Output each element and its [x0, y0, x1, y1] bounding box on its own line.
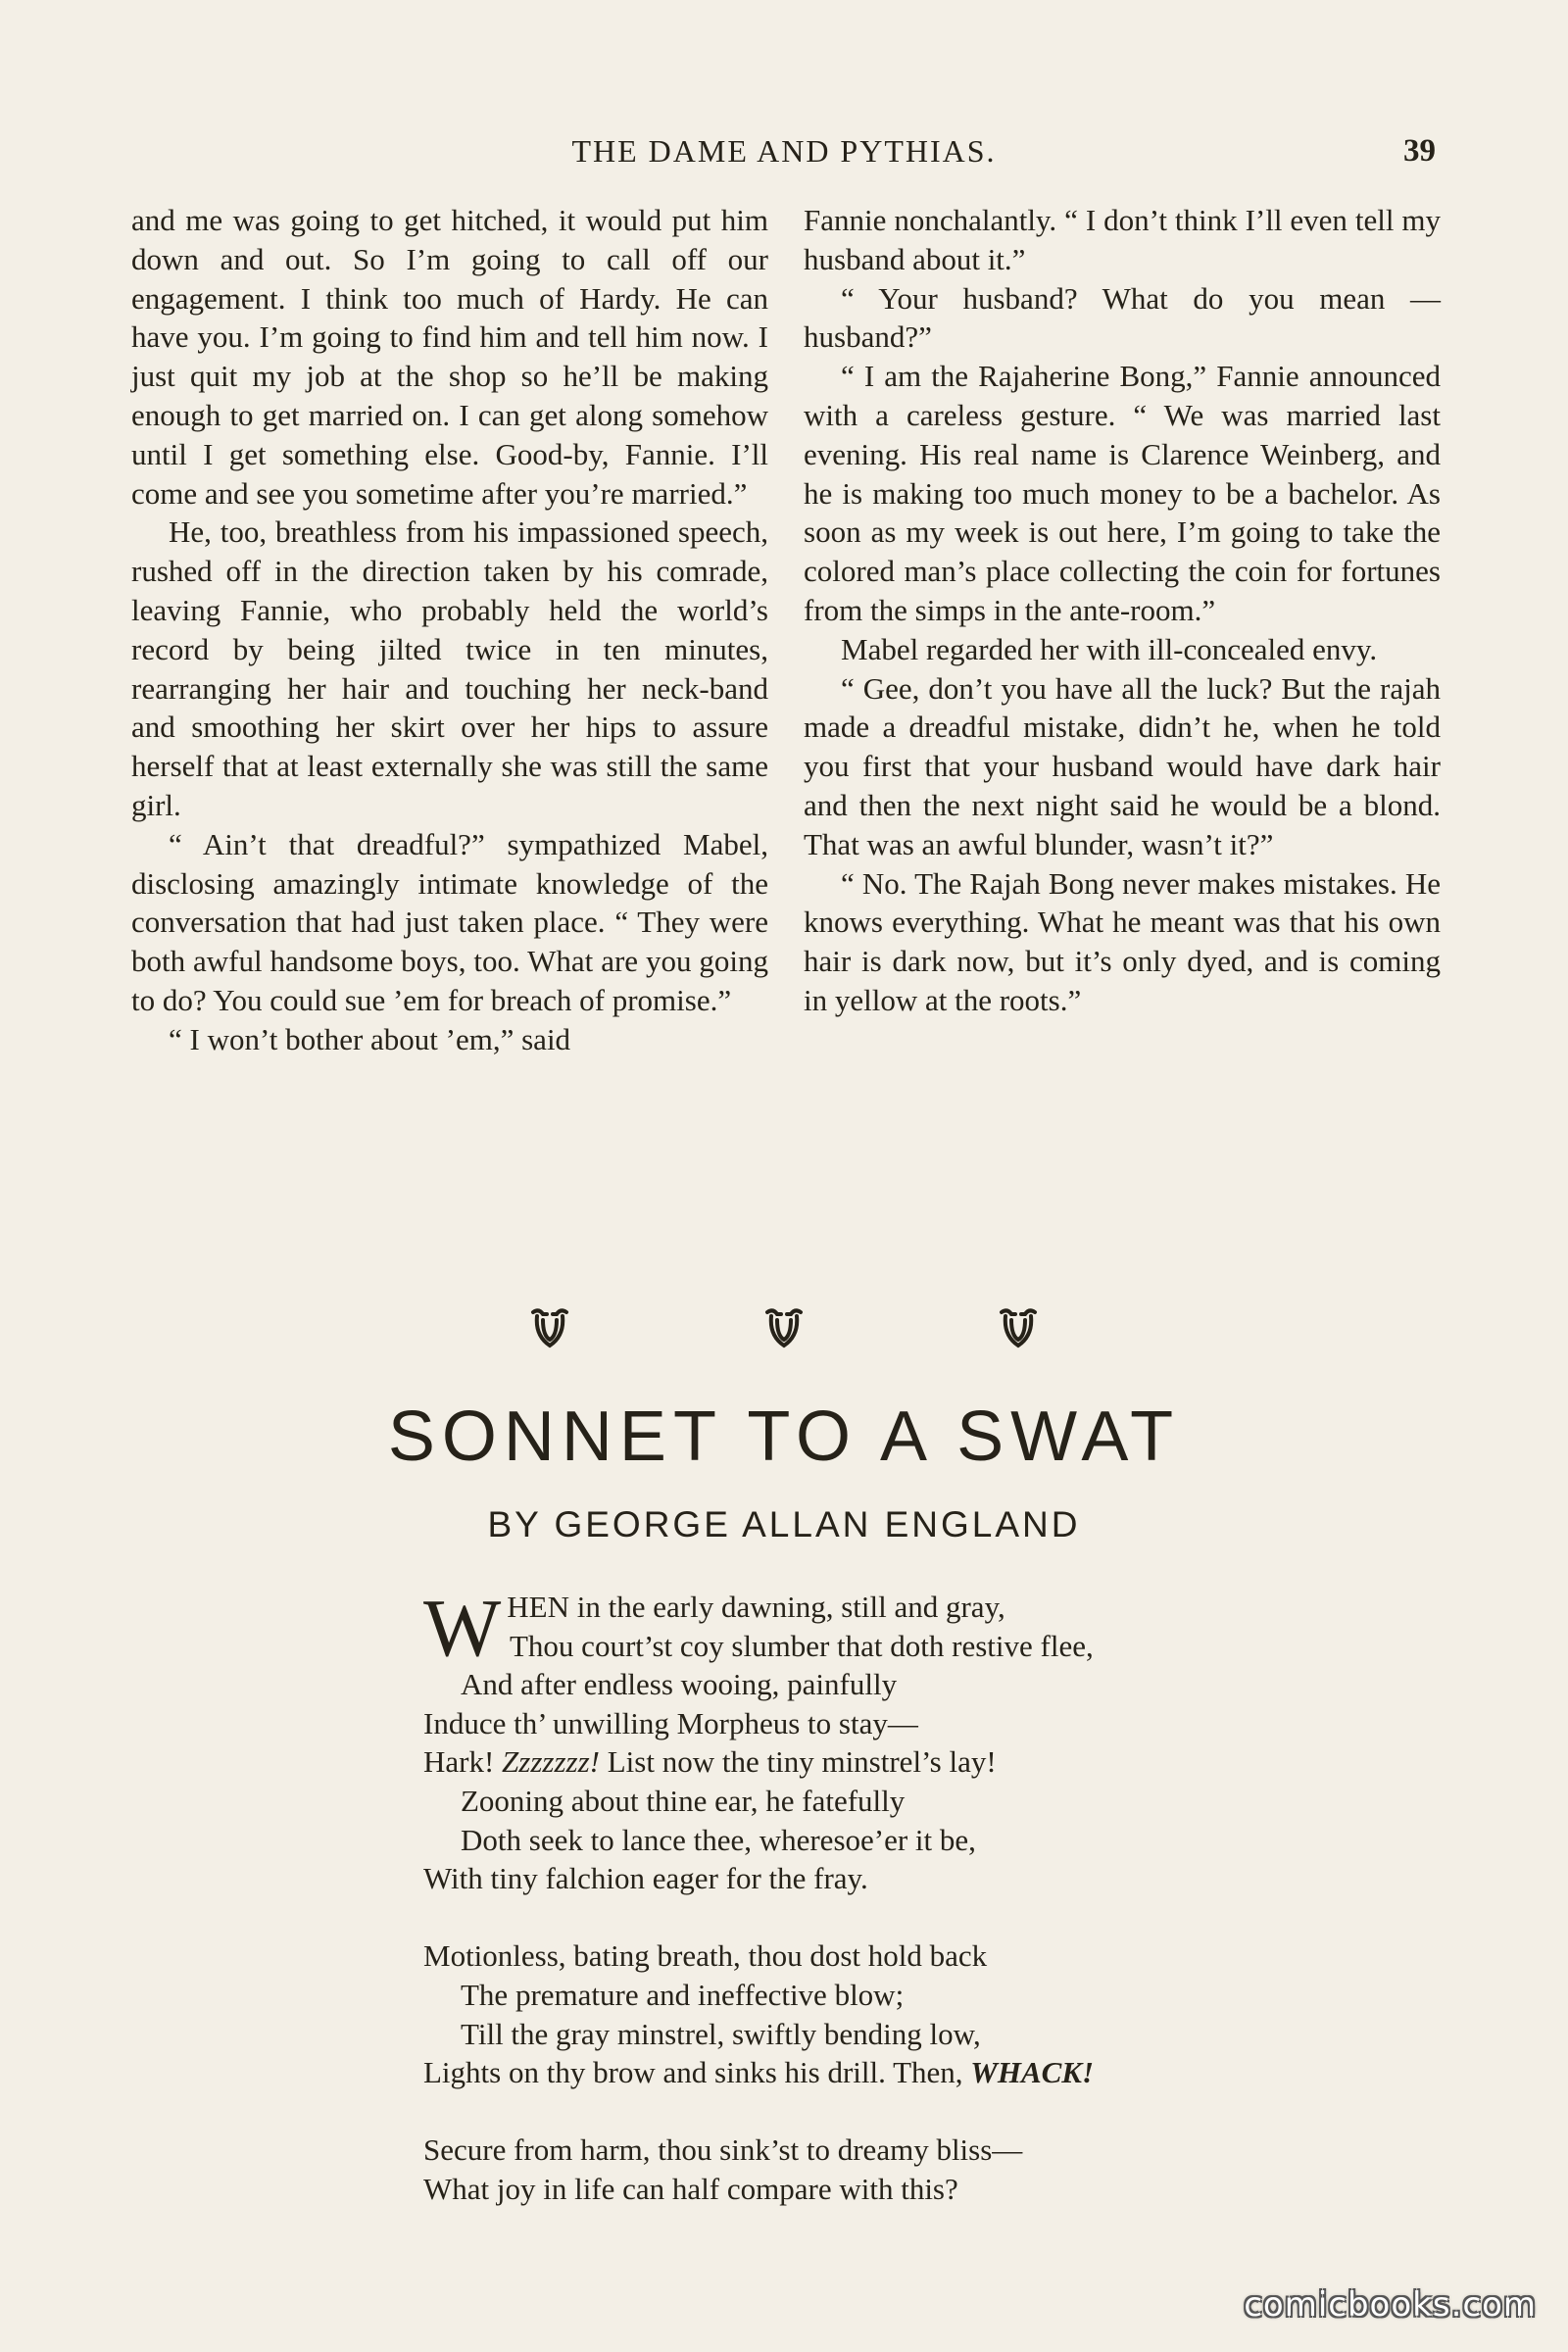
- story-paragraph: “ I am the Rajaherine Bong,” Fannie announced with a careless gesture. “ We was married last evening. His real name is Clarence Weinberg, and he is making too much money to be a bachelor. As soon as my week is out here, I’m going to take the colored man’s place collecting the coin for fortunes from the simps in the ante-room.”: [804, 359, 1441, 627]
- poem-line: Secure from harm, thou sink’st to dreamy bliss—: [423, 2132, 1023, 2168]
- poem-line-end: List now the tiny minstrel’s lay!: [600, 1744, 997, 1780]
- poem-line: What joy in life can half compare with this?: [423, 2171, 958, 2206]
- running-head: [132, 129, 1436, 178]
- poem-line: Induce th’ unwilling Morpheus to stay—: [423, 1705, 918, 1740]
- drop-cap: W: [423, 1583, 502, 1674]
- section-break-ornaments: [529, 1306, 1039, 1355]
- poem-line: Thou court’st coy slumber that doth restive flee,: [510, 1628, 1094, 1663]
- poem-line: Motionless, bating breath, thou dost hold back: [423, 1938, 988, 1974]
- right-column: [804, 201, 1441, 1020]
- story-paragraph: “ I won’t bother about ’em,” said: [169, 1021, 571, 1056]
- story-columns: [131, 201, 1441, 1269]
- poem-line-start: Lights on thy brow and sinks his drill. Then,: [423, 2055, 971, 2090]
- poem-line: [423, 2053, 1345, 2092]
- fleuron-ornament-icon: [998, 1306, 1039, 1351]
- fleuron-ornament-icon: [529, 1306, 570, 1351]
- site-watermark: comicbooks.com: [1244, 2285, 1537, 2325]
- story-paragraph: and me was going to get hitched, it would put him down and out. So I’m going to call off our engagement. I think too much of Hardy. He can have you. I’m going to find him and tell him now. I just quit my job at the shop so he’ll be making enough to get married on. I can get along somehow until I get something else. Good-by, Fannie. I’ll come and see you sometime after you’re married.”: [131, 203, 768, 511]
- story-paragraph: Fannie nonchalantly. “ I don’t think I’ll even tell my husband about it.”: [804, 203, 1441, 276]
- poem-line: With tiny falchion eager for the fray.: [423, 1861, 868, 1896]
- poem-line: HEN in the early dawning, still and gray,: [507, 1590, 1005, 1624]
- poem-body: [423, 1583, 1345, 2247]
- poem-line-start: Hark!: [423, 1744, 503, 1780]
- poem-line: Doth seek to lance thee, wheresoe’er it be,: [461, 1822, 976, 1857]
- poem-stanza: [423, 1936, 1345, 2091]
- poem-stanza: [423, 1583, 1345, 1898]
- story-paragraph: “ Your husband? What do you mean —husband?”: [804, 280, 1441, 355]
- story-paragraph: “ No. The Rajah Bong never makes mistakes. He knows everything. What he meant was that his own hair is dark now, but it’s only dyed, and is coming in yellow at the roots.”: [804, 865, 1441, 1017]
- story-paragraph: “ Ain’t that dreadful?” sympathized Mabel, disclosing amazingly intimate knowledge of the conversation that had just taken place. “ They were both awful handsome boys, too. What are you going to do? You could sue ’em for breach of promise.”: [131, 826, 768, 1017]
- story-paragraph: “ Gee, don’t you have all the luck? But the rajah made a dreadful mistake, didn’t he, when he told you first that your husband would have dark hair and then the next night said he would be a blond. That was an awful blunder, wasn’t it?”: [804, 670, 1441, 861]
- poem-line: And after endless wooing, painfully: [461, 1667, 898, 1702]
- poem-line: [423, 1742, 1345, 1782]
- whack-text: WHACK!: [970, 2055, 1095, 2090]
- story-paragraph: He, too, breathless from his impassioned speech, rushed off in the direction taken by his comrade, leaving Fannie, who probably held the world’s record by being jilted twice in ten minutes, rearranging her hair and touching her neck-band and smoothing her skirt over her hips to assure herself that at least externally she was still the same girl.: [131, 514, 768, 822]
- poem-line: The premature and ineffective blow;: [461, 1977, 905, 2012]
- poem-stanza: [423, 2131, 1345, 2208]
- poem-title: SONNET TO A SWAT: [387, 1397, 1181, 1476]
- poem-line: Zooning about thine ear, he fatefully: [461, 1783, 906, 1818]
- poem-line: Till the gray minstrel, swiftly bending low,: [461, 2016, 981, 2051]
- story-paragraph: Mabel regarded her with ill-concealed envy.: [841, 631, 1378, 666]
- left-column: [131, 201, 768, 1059]
- poem-byline: BY GEORGE ALLAN ENGLAND: [487, 1504, 1081, 1544]
- buzz-sound-text: Zzzzzzz!: [502, 1744, 600, 1780]
- fleuron-ornament-icon: [763, 1306, 805, 1351]
- page-number: 39: [1403, 133, 1436, 169]
- running-title: THE DAME AND PYTHIAS.: [571, 133, 997, 169]
